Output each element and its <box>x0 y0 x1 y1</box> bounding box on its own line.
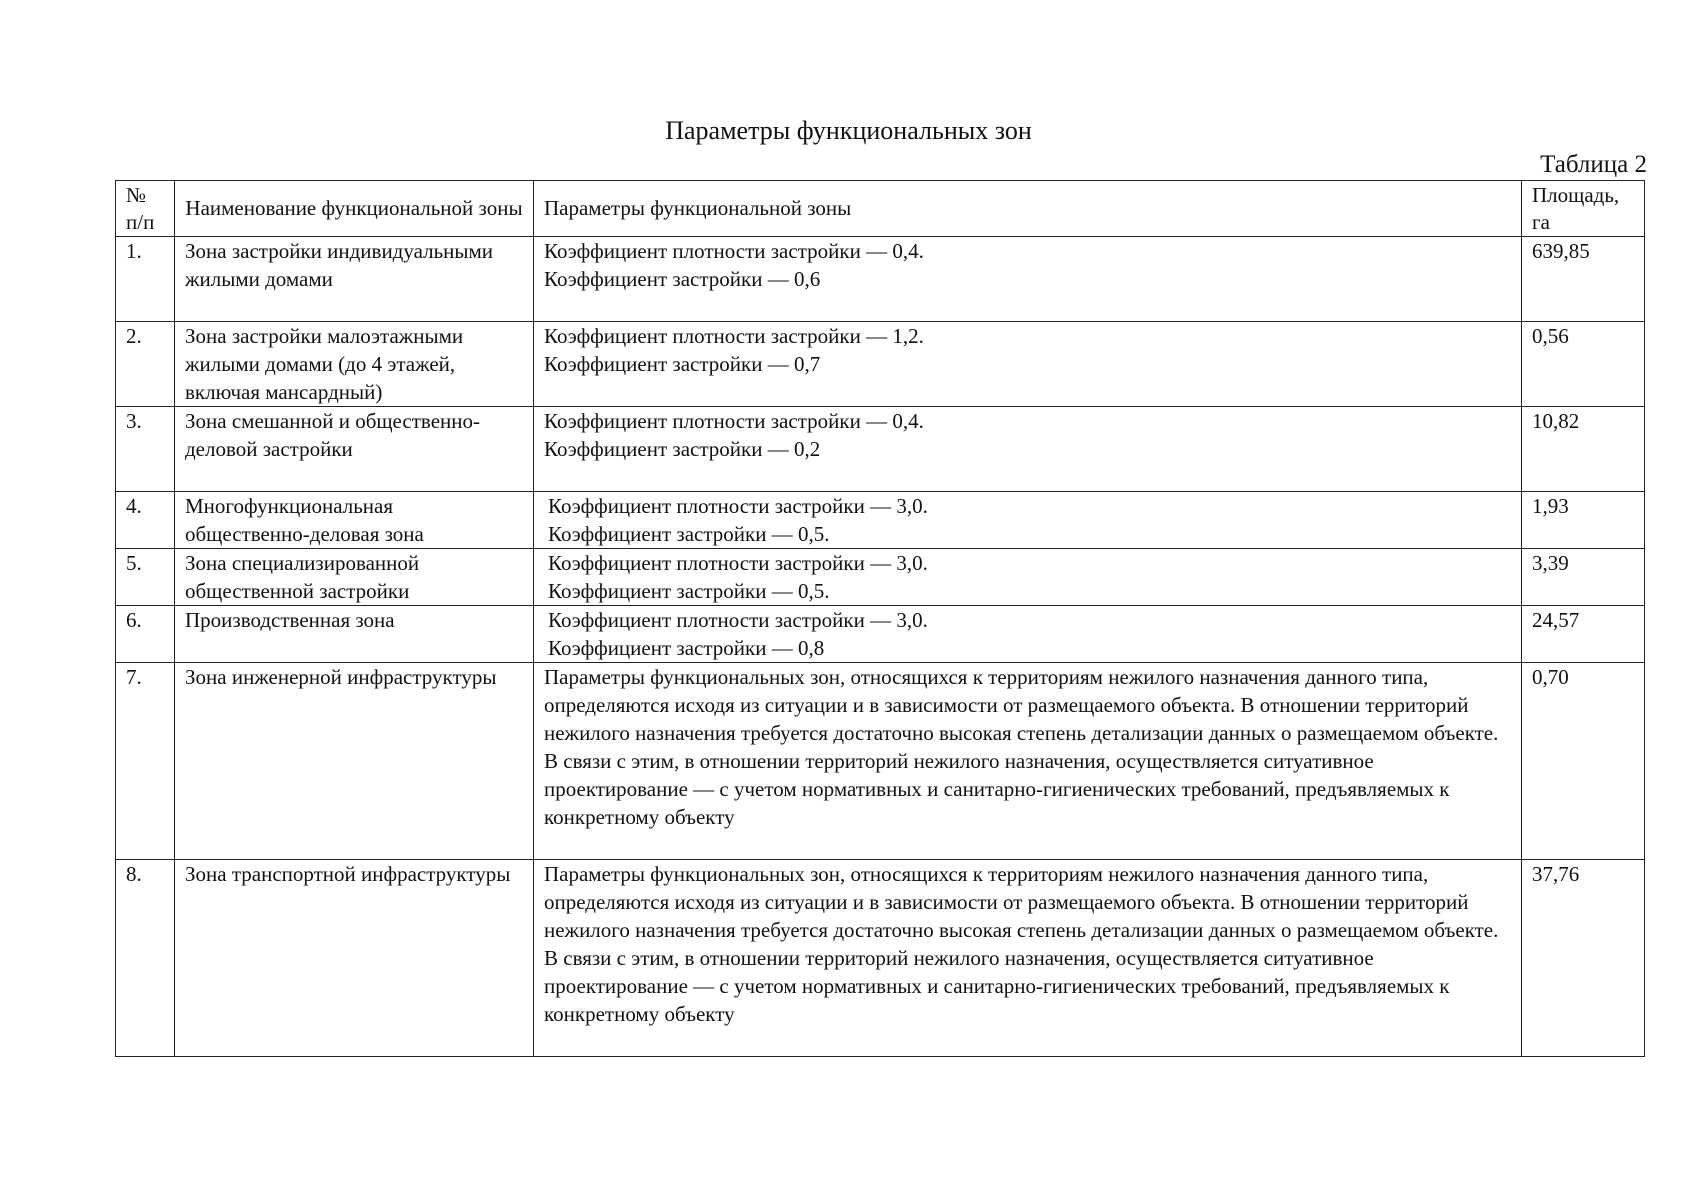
table-header-row <box>116 181 1645 237</box>
row-area: 639,85 <box>1522 237 1645 322</box>
header-params: Параметры функциональной зоны <box>534 181 1522 237</box>
header-area: Площадь, га <box>1522 181 1645 237</box>
table-row <box>116 237 1645 322</box>
table-row <box>116 322 1645 407</box>
param-line: Коэффициент плотности застройки — 3,0. <box>548 608 928 632</box>
table-row <box>116 492 1645 549</box>
zones-table <box>115 180 1645 1057</box>
table-row <box>116 860 1645 1057</box>
row-zone-name: Зона инженерной инфраструктуры <box>175 663 534 860</box>
row-zone-name: Зона специализированной общественной застройки <box>175 549 534 606</box>
param-line: Коэффициент застройки — 0,7 <box>544 352 821 376</box>
row-num: 3. <box>116 407 175 492</box>
row-num: 2. <box>116 322 175 407</box>
row-params <box>534 237 1522 322</box>
param-line: Коэффициент застройки — 0,5. <box>548 522 830 546</box>
table-row <box>116 549 1645 606</box>
header-name: Наименование функциональной зоны <box>175 181 534 237</box>
param-line: Коэффициент плотности застройки — 0,4. <box>544 409 924 433</box>
row-params <box>534 860 1522 1057</box>
param-line: Коэффициент плотности застройки — 0,4. <box>544 239 924 263</box>
row-area: 0,56 <box>1522 322 1645 407</box>
row-params <box>534 492 1522 549</box>
row-num: 7. <box>116 663 175 860</box>
row-params <box>534 407 1522 492</box>
page-title: Параметры функциональных зон <box>665 116 1032 145</box>
table-caption: Таблица 2 <box>1540 151 1647 178</box>
row-zone-name: Многофункциональная общественно-деловая зона <box>175 492 534 549</box>
param-paragraph: Параметры функциональных зон, относящихся к территориям нежилого назначения данного типа, определяются исходя из ситуации и в зависимости от размещаемого объекта. В отношении территорий нежилого назначения требуется достаточно высокая степень детализации данных о размещаемом объекте. В связи с этим, в отношении территорий нежилого назначения, осуществляется ситуативное проектирование — с учетом нормативных и санитарно-гигиенических требований, предъявляемых к конкретному объекту <box>544 862 1499 1026</box>
row-params <box>534 663 1522 860</box>
param-line: Коэффициент застройки — 0,6 <box>544 267 821 291</box>
param-line: Коэффициент застройки — 0,8 <box>548 636 825 660</box>
row-num: 1. <box>116 237 175 322</box>
row-params <box>534 606 1522 663</box>
row-num: 4. <box>116 492 175 549</box>
row-num: 6. <box>116 606 175 663</box>
row-params <box>534 549 1522 606</box>
row-params <box>534 322 1522 407</box>
table-row <box>116 606 1645 663</box>
param-paragraph: Параметры функциональных зон, относящихся к территориям нежилого назначения данного типа, определяются исходя из ситуации и в зависимости от размещаемого объекта. В отношении территорий нежилого назначения требуется достаточно высокая степень детализации данных о размещаемом объекте. В связи с этим, в отношении территорий нежилого назначения, осуществляется ситуативное проектирование — с учетом нормативных и санитарно-гигиенических требований, предъявляемых к конкретному объекту <box>544 665 1499 829</box>
row-zone-name: Зона транспортной инфраструктуры <box>175 860 534 1057</box>
param-line: Коэффициент застройки — 0,5. <box>548 579 830 603</box>
row-num: 8. <box>116 860 175 1057</box>
row-area: 10,82 <box>1522 407 1645 492</box>
header-num: № п/п <box>116 181 175 237</box>
row-num: 5. <box>116 549 175 606</box>
row-zone-name: Производственная зона <box>175 606 534 663</box>
row-area: 3,39 <box>1522 549 1645 606</box>
row-area: 37,76 <box>1522 860 1645 1057</box>
table-row <box>116 663 1645 860</box>
table-row <box>116 407 1645 492</box>
param-line: Коэффициент застройки — 0,2 <box>544 437 821 461</box>
param-line: Коэффициент плотности застройки — 3,0. <box>548 494 928 518</box>
param-line: Коэффициент плотности застройки — 3,0. <box>548 551 928 575</box>
row-zone-name: Зона застройки малоэтажными жилыми домами (до 4 этажей, включая мансардный) <box>175 322 534 407</box>
row-area: 1,93 <box>1522 492 1645 549</box>
row-zone-name: Зона смешанной и общественно-деловой застройки <box>175 407 534 492</box>
param-line: Коэффициент плотности застройки — 1,2. <box>544 324 924 348</box>
row-area: 0,70 <box>1522 663 1645 860</box>
row-zone-name: Зона застройки индивидуальными жилыми домами <box>175 237 534 322</box>
row-area: 24,57 <box>1522 606 1645 663</box>
